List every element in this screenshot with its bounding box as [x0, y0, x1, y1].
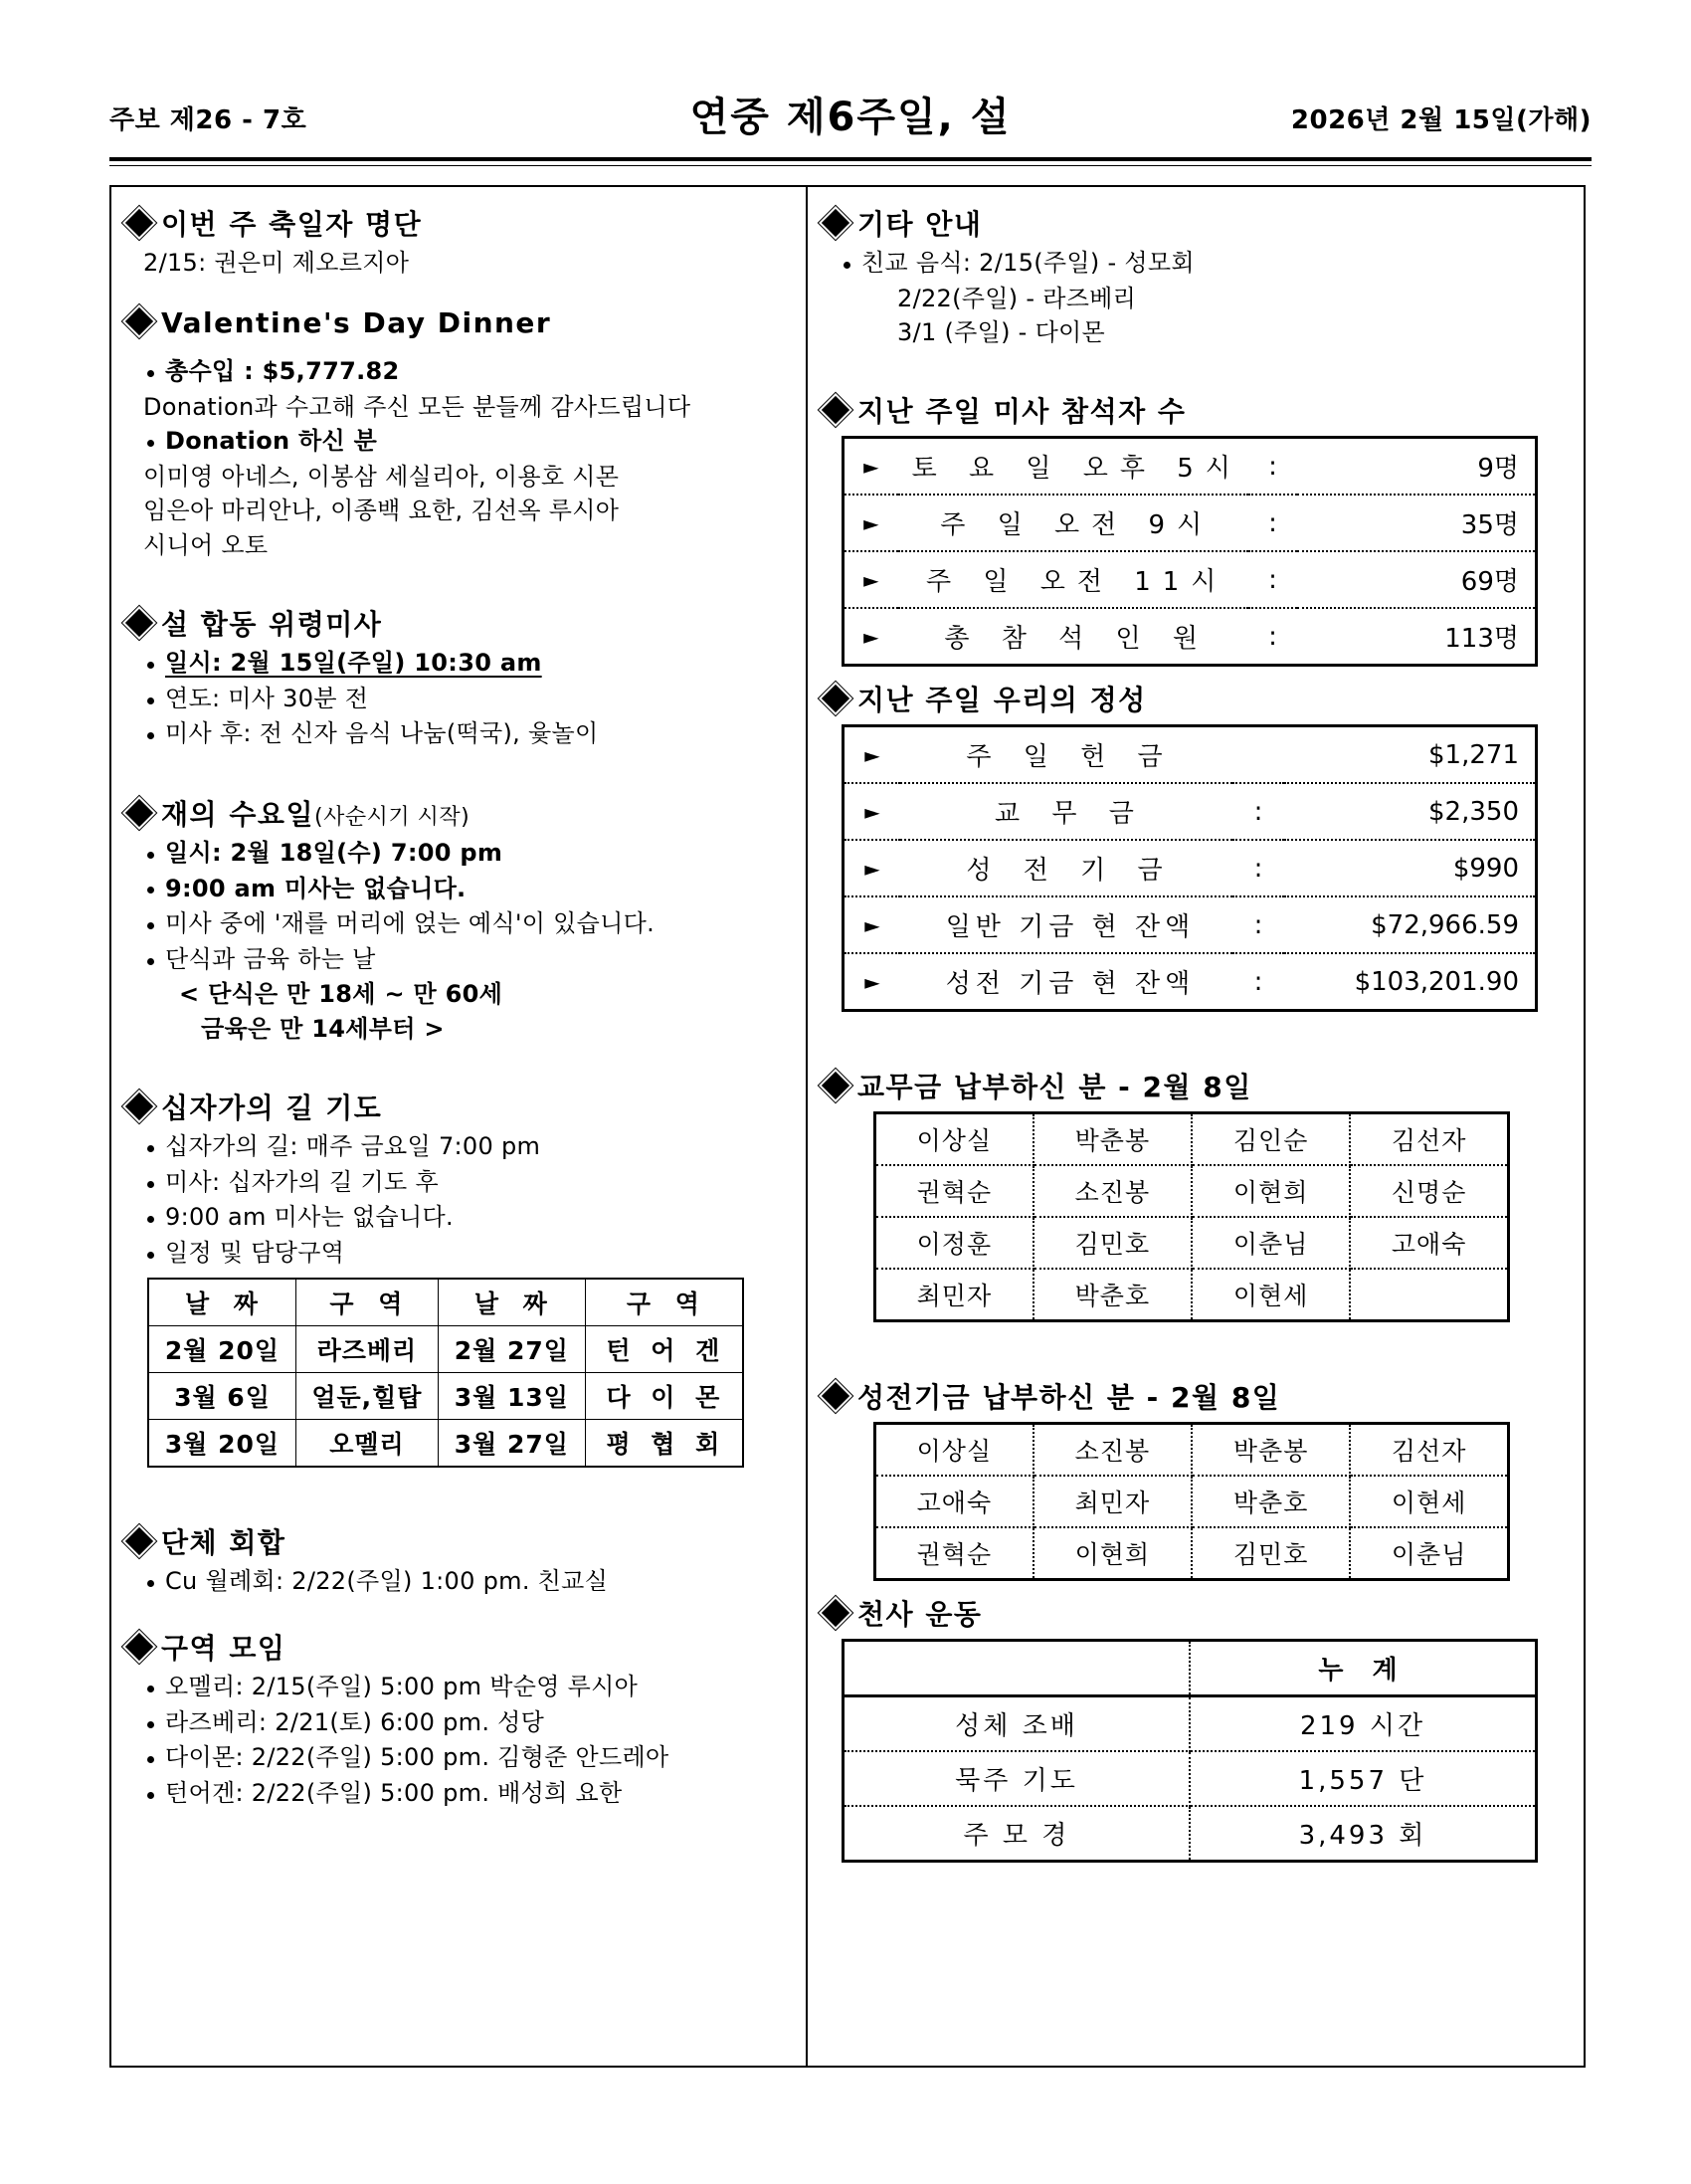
- attendance-value: 113명: [1444, 624, 1519, 655]
- donor-name: 박춘호: [1033, 1269, 1192, 1321]
- triangle-bullet-icon: ►: [844, 840, 901, 896]
- valentines-thanks-note: Donation과 수고해 주신 모든 분들께 감사드립니다: [143, 392, 691, 421]
- fellowship-food-entry: 친교 음식: 2/15(주일) - 성모회: [840, 247, 1570, 281]
- section-group-meeting: [129, 1521, 792, 1561]
- spacer: [129, 1047, 792, 1087]
- offering-value: $990: [1284, 840, 1537, 896]
- valentines-donor-heading: Donation 하신 분: [143, 425, 792, 459]
- section-valentines-dinner: [129, 306, 792, 339]
- separator-colon: :: [1232, 840, 1284, 896]
- section-title: 십자가의 길 기도: [161, 1092, 383, 1125]
- offering-label: 교 무 금: [900, 783, 1232, 840]
- table-row: [844, 438, 1537, 496]
- diamond-bullet-icon: [822, 1072, 849, 1099]
- table-row: [875, 1476, 1509, 1527]
- donor-name: 이현세: [1350, 1476, 1508, 1527]
- table-row: [148, 1326, 743, 1373]
- donor-name: 이춘님: [1391, 1540, 1467, 1570]
- donor-name: 이춘님: [1192, 1217, 1350, 1269]
- section-title: 지난 주일 미사 참석자 수: [857, 395, 1187, 429]
- newyear-mass-after: 미사 후: 전 신자 음식 나눔(떡국), 윷놀이: [143, 717, 792, 751]
- offering-value: $1,271: [1284, 726, 1537, 784]
- section-angel-movement: [826, 1593, 1570, 1633]
- angel-activity-label: 주 모 경: [844, 1806, 1191, 1862]
- separator-colon: :: [1232, 896, 1284, 953]
- diamond-bullet-icon: [125, 609, 153, 637]
- donor-name: 권혁순: [875, 1527, 1033, 1580]
- section-subtitle: (사순시기 시작): [314, 804, 470, 830]
- newyear-mass-datetime: 일시: 2월 15일(주일) 10:30 am: [143, 647, 792, 681]
- cell-district: 턴 어 겐: [585, 1326, 743, 1373]
- attendance-label: 주 일 오전 9시: [898, 495, 1248, 551]
- district-meeting-entry: 라즈베리: 2/21(토) 6:00 pm. 성당: [143, 1706, 792, 1740]
- donor-name: 신명순: [1350, 1165, 1508, 1217]
- section-title: 구역 모임: [161, 1632, 286, 1666]
- section-title: 교무금 납부하신 분 - 2월 8일: [857, 1071, 1252, 1104]
- cell-date: 3월 20일: [148, 1420, 295, 1468]
- section-dues-donors: [826, 1066, 1570, 1105]
- donor-name: 최민자: [875, 1269, 1033, 1321]
- stations-schedule-table: [147, 1278, 744, 1468]
- cell-district: 얼둔,힐탑: [295, 1373, 438, 1420]
- page-header: [109, 95, 1592, 140]
- col-header-date: 날 짜: [438, 1279, 585, 1326]
- diamond-bullet-icon: [822, 1382, 849, 1410]
- separator-colon: :: [1268, 621, 1277, 652]
- diamond-bullet-icon: [125, 209, 153, 237]
- donor-name: 김민호: [1033, 1217, 1192, 1269]
- fasting-age-note: < 단식은 만 18세 ~ 만 60세: [179, 980, 503, 1009]
- diamond-bullet-icon: [822, 1599, 849, 1627]
- section-district-meeting: [129, 1627, 792, 1667]
- feast-day-entry: 2/15: 권은미 제오르지아: [143, 249, 410, 277]
- diamond-bullet-icon: [125, 1092, 153, 1120]
- section-stations-of-the-cross: [129, 1087, 792, 1126]
- diamond-bullet-icon: [125, 307, 153, 335]
- page-title: 연중 제6주일, 설: [689, 95, 1012, 140]
- donor-name: 최민자: [1033, 1476, 1192, 1527]
- triangle-bullet-icon: ►: [863, 624, 879, 649]
- spacer: [129, 1601, 792, 1627]
- fellowship-food-entry: 3/1 (주일) - 다이몬: [897, 317, 1106, 346]
- angel-activity-label: 성체 조배: [844, 1696, 1191, 1752]
- attendance-value: 69명: [1297, 551, 1536, 608]
- ash-wednesday-no-morning-mass: 9:00 am 미사는 없습니다.: [143, 873, 792, 906]
- fellowship-food-entry: 2/22(주일) - 라즈베리: [897, 284, 1137, 312]
- table-row: [875, 1527, 1509, 1580]
- valentines-donor-line: 이미영 아네스, 이봉삼 세실리아, 이용호 시몬: [143, 462, 620, 491]
- triangle-bullet-icon: ►: [844, 783, 901, 840]
- diamond-bullet-icon: [822, 685, 849, 712]
- section-title: 지난 주일 우리의 정성: [857, 684, 1147, 717]
- cell-date: 3월 6일: [148, 1373, 295, 1420]
- attendance-label: 총 참 석 인 원: [944, 624, 1211, 655]
- diamond-bullet-icon: [125, 1633, 153, 1661]
- section-title: 이번 주 축일자 명단: [161, 208, 423, 241]
- stations-district-heading: 일정 및 담당구역: [143, 1237, 792, 1271]
- section-title: 단체 회합: [161, 1526, 286, 1560]
- donor-name: 김인순: [1192, 1113, 1350, 1166]
- building-fund-donors-table: [873, 1422, 1510, 1581]
- bulletin-issue-number: 주보 제26 - 7호: [109, 105, 307, 135]
- diamond-bullet-icon: [125, 799, 153, 827]
- triangle-bullet-icon: ►: [844, 726, 901, 784]
- section-title: 천사 운동: [857, 1598, 983, 1632]
- separator-colon: [1232, 726, 1284, 784]
- separator-colon: :: [1232, 783, 1284, 840]
- donor-name: 김민호: [1192, 1527, 1350, 1580]
- donor-name: 박춘봉: [1033, 1113, 1192, 1166]
- header-divider-thick: [109, 157, 1592, 161]
- header-divider-thin: [109, 165, 1592, 166]
- section-title: 성전기금 납부하신 분 - 2월 8일: [857, 1381, 1281, 1415]
- section-title: 재의 수요일: [161, 797, 314, 831]
- donor-name-empty: [1350, 1269, 1508, 1321]
- spacer: [129, 753, 792, 793]
- table-row: [844, 551, 1537, 608]
- separator-colon: :: [1248, 551, 1297, 608]
- donor-name: 이상실: [875, 1113, 1033, 1166]
- angel-movement-table: [842, 1639, 1538, 1863]
- section-other-notices: [826, 203, 1570, 243]
- spacer: [826, 350, 1570, 390]
- table-row: [844, 495, 1537, 551]
- triangle-bullet-icon: ►: [844, 438, 898, 496]
- attendance-table: [842, 436, 1538, 667]
- table-row: [844, 953, 1537, 1011]
- ash-wednesday-rite-note: 미사 중에 '재를 머리에 얹는 예식'이 있습니다.: [143, 907, 792, 941]
- donor-name: 고애숙: [1350, 1217, 1508, 1269]
- offering-value: $103,201.90: [1354, 966, 1519, 997]
- donor-name: 박춘봉: [1192, 1424, 1350, 1477]
- bulletin-date: 2026년 2월 15일(가해): [1290, 105, 1592, 135]
- district-meeting-entry: 오멜리: 2/15(주일) 5:00 pm 박순영 루시아: [143, 1671, 792, 1704]
- valentines-donor-line: 시니어 오토: [143, 530, 269, 559]
- spacer: [129, 343, 792, 355]
- donor-name: 김선자: [1350, 1113, 1508, 1166]
- spacer: [826, 1581, 1570, 1593]
- table-row: [875, 1424, 1509, 1477]
- ash-wednesday-fasting: 단식과 금육 하는 날: [143, 943, 792, 977]
- angel-activity-value: 219 시간: [1190, 1696, 1537, 1752]
- section-title: Valentine's Day Dinner: [161, 306, 552, 340]
- valentines-donor-line: 임은아 마리안나, 이종백 요한, 김선옥 루시아: [143, 496, 620, 525]
- spacer: [129, 281, 792, 306]
- abstinence-age-note: 금육은 만 14세부터 >: [201, 1014, 445, 1043]
- offering-label: 성 전 기 금: [900, 840, 1232, 896]
- donor-name: 고애숙: [875, 1476, 1033, 1527]
- offering-label: 성전 기금 현 잔액: [945, 969, 1196, 1000]
- table-row: [844, 608, 1537, 666]
- cell-district: 평 협 회: [585, 1420, 743, 1468]
- table-row: [844, 1751, 1537, 1806]
- ash-wednesday-datetime: 일시: 2월 18일(수) 7:00 pm: [143, 837, 792, 871]
- angel-activity-label: 묵주 기도: [844, 1751, 1191, 1806]
- table-row: [844, 783, 1537, 840]
- spacer: [826, 667, 1570, 679]
- col-header-blank: [844, 1641, 1191, 1696]
- cell-date: 3월 27일: [438, 1420, 585, 1468]
- separator-colon: :: [1248, 495, 1297, 551]
- table-row: [844, 1806, 1537, 1862]
- table-row: [875, 1165, 1509, 1217]
- dues-donors-table: [873, 1111, 1510, 1322]
- col-header-district: 구 역: [585, 1279, 743, 1326]
- spacer: [129, 1468, 792, 1521]
- donor-name: 박춘호: [1192, 1476, 1350, 1527]
- donor-name: 권혁순: [875, 1165, 1033, 1217]
- cell-district: 오멜리: [295, 1420, 438, 1468]
- table-row: [875, 1113, 1509, 1166]
- section-newyear-memorial-mass: [129, 603, 792, 643]
- diamond-bullet-icon: [822, 396, 849, 424]
- angel-activity-value: 3,493 회: [1298, 1821, 1427, 1852]
- attendance-label: 토 요 일 오후 5시: [898, 438, 1248, 496]
- table-row: [844, 726, 1537, 784]
- offerings-table: [842, 724, 1538, 1012]
- table-header-row: [148, 1279, 743, 1326]
- donor-name: 이현희: [1033, 1527, 1192, 1580]
- valentines-total-income: 총수입 : $5,777.82: [143, 355, 792, 389]
- table-row: [148, 1373, 743, 1420]
- donor-name: 이현세: [1192, 1269, 1350, 1321]
- section-title: 기타 안내: [857, 208, 983, 241]
- triangle-bullet-icon: ►: [844, 896, 901, 953]
- section-title: 설 합동 위령미사: [161, 608, 383, 642]
- spacer: [826, 1012, 1570, 1066]
- cell-district: 라즈베리: [295, 1326, 438, 1373]
- table-row: [148, 1420, 743, 1468]
- section-feast-day-list: [129, 203, 792, 243]
- table-row: [844, 840, 1537, 896]
- section-attendance: [826, 390, 1570, 430]
- section-ash-wednesday: [129, 793, 792, 833]
- right-column: [808, 187, 1584, 2066]
- diamond-bullet-icon: [822, 209, 849, 237]
- attendance-value: 9명: [1297, 438, 1536, 496]
- cell-date: 2월 27일: [438, 1326, 585, 1373]
- table-row: [875, 1217, 1509, 1269]
- triangle-bullet-icon: ►: [844, 495, 898, 551]
- table-row: [844, 1696, 1537, 1752]
- left-column: [111, 187, 808, 2066]
- offering-label: 일반 기금 현 잔액: [900, 896, 1232, 953]
- attendance-label: 주 일 오전 11시: [898, 551, 1248, 608]
- cell-date: 2월 20일: [148, 1326, 295, 1373]
- donor-name: 김선자: [1350, 1424, 1508, 1477]
- spacer: [826, 1322, 1570, 1376]
- district-meeting-entry: 턴어겐: 2/22(주일) 5:00 pm. 배성희 요한: [143, 1777, 792, 1811]
- col-header-date: 날 짜: [148, 1279, 295, 1326]
- offering-label: 주 일 헌 금: [900, 726, 1232, 784]
- cell-date: 3월 13일: [438, 1373, 585, 1420]
- section-building-fund-donors: [826, 1376, 1570, 1416]
- group-meeting-entry: Cu 월례회: 2/22(주일) 1:00 pm. 친교실: [143, 1565, 792, 1599]
- newyear-mass-prayer: 연도: 미사 30분 전: [143, 683, 792, 716]
- separator-colon: :: [1248, 438, 1297, 496]
- triangle-bullet-icon: ►: [864, 969, 880, 994]
- col-header-total: 누 계: [1190, 1641, 1537, 1696]
- donor-name: 소진봉: [1033, 1424, 1192, 1477]
- diamond-bullet-icon: [125, 1527, 153, 1555]
- table-header-row: [844, 1641, 1537, 1696]
- donor-name: 이정훈: [875, 1217, 1033, 1269]
- col-header-district: 구 역: [295, 1279, 438, 1326]
- table-row: [875, 1269, 1509, 1321]
- donor-name: 이상실: [875, 1424, 1033, 1477]
- separator-colon: :: [1253, 966, 1263, 997]
- stations-schedule: 십자가의 길: 매주 금요일 7:00 pm: [143, 1130, 792, 1164]
- content-columns: [109, 185, 1586, 2068]
- stations-no-morning-mass: 9:00 am 미사는 없습니다.: [143, 1201, 792, 1235]
- stations-mass-note: 미사: 십자가의 길 기도 후: [143, 1166, 792, 1200]
- section-offerings: [826, 679, 1570, 718]
- triangle-bullet-icon: ►: [844, 551, 898, 608]
- offering-value: $72,966.59: [1284, 896, 1537, 953]
- attendance-value: 35명: [1297, 495, 1536, 551]
- donor-name: 이현희: [1192, 1165, 1350, 1217]
- district-meeting-entry: 다이몬: 2/22(주일) 5:00 pm. 김형준 안드레아: [143, 1741, 792, 1775]
- spacer: [129, 563, 792, 603]
- table-row: [844, 896, 1537, 953]
- offering-value: $2,350: [1284, 783, 1537, 840]
- angel-activity-value: 1,557 단: [1190, 1751, 1537, 1806]
- cell-district: 다 이 몬: [585, 1373, 743, 1420]
- donor-name: 소진봉: [1033, 1165, 1192, 1217]
